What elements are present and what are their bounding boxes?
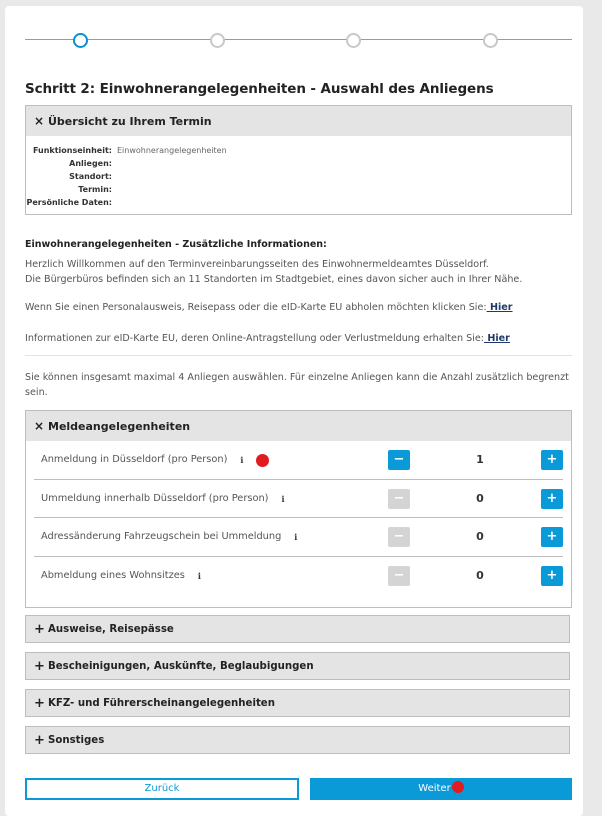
welcome-line-2: Die Bürgerbüros befinden sich an 11 Standorten im Stadtgebiet, eines davon sicher auch in Ihrer Nähe. <box>25 274 523 285</box>
service-label: Adressänderung Fahrzeugschein bei Ummeldung <box>41 531 282 543</box>
overview-row-concern <box>26 157 571 170</box>
service-count: 1 <box>476 453 484 467</box>
category-title: Ausweise, Reisepässe <box>48 623 174 635</box>
section-divider <box>25 355 572 356</box>
service-row-registration <box>34 441 563 480</box>
overview-row-location <box>26 170 571 183</box>
overview-panel-title: Übersicht zu Ihrem Termin <box>48 114 212 128</box>
service-row-vehicle-address <box>34 518 563 557</box>
overview-label: Termin: <box>78 185 112 194</box>
passport-pickup-text <box>25 300 573 315</box>
increase-button[interactable]: + <box>541 489 563 509</box>
welcome-text <box>25 257 573 287</box>
service-count: 0 <box>476 491 484 505</box>
category-other[interactable] <box>25 726 570 754</box>
appointment-overview-panel <box>25 105 572 215</box>
service-count: 0 <box>476 568 484 582</box>
info-icon[interactable]: i <box>197 570 201 581</box>
limit-text: Sie können insgesamt maximal 4 Anliegen auswählen. Für einzelne Anliegen kann die Anzahl zusätzlich begrenzt sein. <box>25 372 569 398</box>
appointment-card <box>5 6 583 816</box>
registration-panel-header[interactable] <box>26 411 571 441</box>
decrease-button[interactable]: − <box>388 450 410 470</box>
decrease-button[interactable]: − <box>388 566 410 586</box>
overview-row-date <box>26 183 571 196</box>
plus-icon: + <box>34 732 45 748</box>
back-button[interactable]: Zurück <box>25 778 299 800</box>
overview-row-personal <box>26 196 571 209</box>
eid-info-label: Informationen zur eID-Karte EU, deren Online-Antragstellung oder Verlustmeldung erhalten Sie: <box>25 333 484 344</box>
stepper-step-5 <box>483 33 498 48</box>
category-title: Sonstiges <box>48 734 105 746</box>
decrease-button[interactable]: − <box>388 489 410 509</box>
increase-button[interactable]: + <box>541 527 563 547</box>
overview-label: Persönliche Daten: <box>26 198 112 207</box>
overview-details <box>26 136 571 209</box>
category-vehicle-license[interactable] <box>25 689 570 717</box>
passport-pickup-link[interactable]: Hier <box>486 302 513 313</box>
service-row-reregistration <box>34 480 563 519</box>
close-icon[interactable]: × <box>34 114 45 128</box>
plus-icon: + <box>34 621 45 637</box>
marker-dot <box>256 454 269 467</box>
service-label: Anmeldung in Düsseldorf (pro Person) <box>41 454 228 466</box>
service-label: Ummeldung innerhalb Düsseldorf (pro Person) <box>41 492 269 504</box>
progress-stepper <box>25 32 572 48</box>
eid-info-text <box>25 331 573 346</box>
overview-label: Anliegen: <box>69 159 112 168</box>
page-title: Schritt 2: Einwohnerangelegenheiten - Auswahl des Anliegens <box>25 81 494 97</box>
category-certificates[interactable] <box>25 652 570 680</box>
overview-label: Funktionseinheit: <box>32 146 112 155</box>
category-title: KFZ- und Führerscheinangelegenheiten <box>48 697 275 709</box>
overview-label: Standort: <box>69 172 112 181</box>
category-ids-passports[interactable] <box>25 615 570 643</box>
eid-info-link[interactable]: Hier <box>483 333 510 344</box>
category-title: Bescheinigungen, Auskünfte, Beglaubigungen <box>48 660 314 672</box>
marker-dot <box>452 781 464 793</box>
overview-panel-header[interactable] <box>26 106 571 136</box>
welcome-line-1: Herzlich Willkommen auf den Terminvereinbarungsseiten des Einwohnermeldeamtes Düsseldorf. <box>25 259 489 270</box>
next-button[interactable] <box>310 778 572 800</box>
info-icon[interactable]: i <box>294 532 298 543</box>
increase-button[interactable]: + <box>541 566 563 586</box>
info-icon[interactable]: i <box>240 455 244 466</box>
info-section-title: Einwohnerangelegenheiten - Zusätzliche Informationen: <box>25 239 327 250</box>
registration-matters-panel <box>25 410 572 608</box>
stepper-step-4 <box>346 33 361 48</box>
close-icon[interactable]: × <box>34 419 45 433</box>
info-icon[interactable]: i <box>281 493 285 504</box>
stepper-step-3 <box>210 33 225 48</box>
passport-pickup-label: Wenn Sie einen Personalausweis, Reisepass oder die eID-Karte EU abholen möchten klicken Sie: <box>25 302 487 313</box>
service-label: Abmeldung eines Wohnsitzes <box>41 569 185 581</box>
registration-panel-title: Meldeangelegenheiten <box>48 419 191 433</box>
service-list <box>26 441 571 594</box>
stepper-step-2 <box>73 33 88 48</box>
increase-button[interactable]: + <box>541 450 563 470</box>
plus-icon: + <box>34 695 45 711</box>
service-row-deregistration <box>34 557 563 595</box>
service-count: 0 <box>476 530 484 544</box>
overview-row-function <box>26 144 571 157</box>
plus-icon: + <box>34 658 45 674</box>
next-button-label: Weiter <box>418 783 451 794</box>
overview-value: Einwohnerangelegenheiten <box>117 146 227 155</box>
decrease-button[interactable]: − <box>388 527 410 547</box>
